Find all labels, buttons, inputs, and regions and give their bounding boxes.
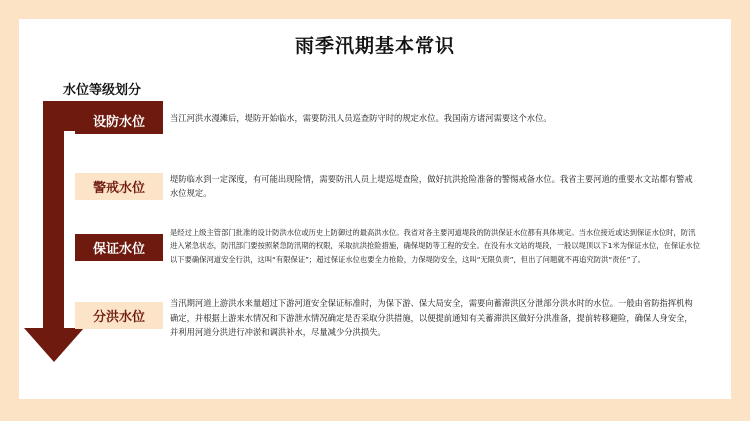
arrow-stem [43,101,64,330]
level-desc-2: 堤防临水到一定深度，有可能出现险情，需要防汛人员上堤巡堤查险，做好抗洪抢险准备的警惕戒备水位。我省主要河道的重要水文站都有警戒水位规定。 [170,174,693,199]
content-card [19,19,731,399]
level-label-4: 分洪水位 [75,302,163,329]
level-desc-1: 当江河洪水漫滩后，堤防开始临水，需要防汛人员巡查防守时的规定水位。我国南方诸河需要这个水位。 [170,113,552,123]
level-label-3: 保证水位 [75,234,163,261]
level-desc-3: 是经过上级主管部门批准的设计防洪水位或历史上防御过的最高洪水位。我省对各主要河道堤段的防洪保证水位都有具体规定。当水位接近或达到保证水位时，防汛进入紧急状态，防汛部门要按照紧急防汛期的权限，采取抗洪抢险措施，确保堤防等工程的安全。在没有水文站的堤段，一般以堤顶以下1米为保证水位，在保证水位以下要确保河道安全行洪，这叫“有限保证”；超过保证水位也要全力抢险，力保堤防安全，这叫“无限负责”，但出了问题就不再追究防洪“责任”了。 [170,228,701,264]
level-label-1: 设防水位 [75,107,163,134]
level-label-2: 警戒水位 [75,173,163,200]
level-desc-4: 当汛期河道上游洪水来量超过下游河道安全保证标准时，为保下游、保大局安全，需要向蓄滞洪区分泄部分洪水时的水位。一般由省防指挥机构确定，并根据上游来水情况和下游泄水情况确定是否采取分洪措施，以便提前通知有关蓄滞洪区做好分洪准备，提前转移避险，确保人身安全，并利用河道分洪进行冲淤和调洪补水，尽量减少分洪损失。 [170,298,693,338]
page-title: 雨季汛期基本常识 [294,35,455,57]
down-arrow-icon [24,328,84,362]
section-subtitle: 水位等级划分 [63,83,142,98]
